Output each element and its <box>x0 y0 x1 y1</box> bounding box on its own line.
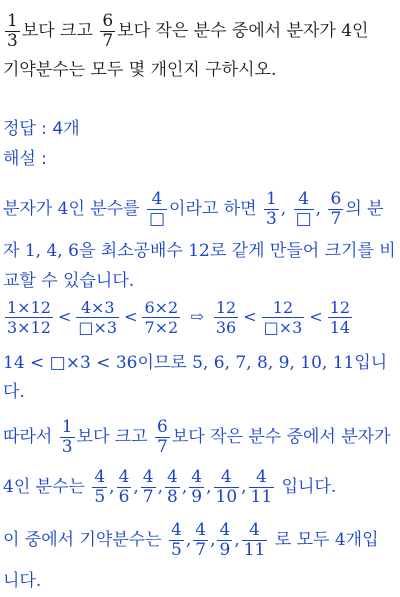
fraction: $\frac{4}{6}$ <box>118 467 130 507</box>
explanation-line-3: 교할 수 있습니다. <box>3 271 135 291</box>
separator: , <box>185 530 192 550</box>
fraction: $\frac{4}{5}$ <box>94 467 106 507</box>
answer-label: 정답 : 4개 <box>3 119 80 139</box>
fraction: $\frac{4}{5}$ <box>171 520 182 560</box>
separator: , <box>157 477 164 497</box>
fraction: $\frac{4}{7}$ <box>142 467 154 507</box>
fraction: $\frac{1}{3}$ <box>7 11 18 51</box>
separator: , <box>109 477 115 497</box>
problem-line-1 <box>3 12 368 51</box>
explanation-line-9: 이 중에서 기약분수는 $\frac{4}{5}$ , $\frac{4}{7}$ , $\frac{4}{9}$ , $\frac{4}{11}$ 로 모두 4개입 <box>3 520 379 560</box>
fraction: $\frac{4}{10}$ <box>215 467 238 507</box>
fraction: $\frac{4}{9}$ <box>219 520 231 560</box>
fraction: $\frac{6}{7}$ <box>330 189 342 229</box>
fraction: $\frac{6}{7}$ <box>102 11 114 51</box>
fraction: $\frac{1}{3}$ <box>265 189 277 229</box>
explanation-line-4: $\frac{1\times 12}{3\times 12}$ < $\frac{4\times 3}{□\times 3}$ < $\frac{6\times 2}{7\times 2}$ ⇨ $\frac{12}{36}$ < $\frac{12}{□\times 3}$ < $\frac{12}{14}$ <box>7 298 351 337</box>
arrow-icon: ⇨ <box>190 307 204 326</box>
explanation-label: 해설 : <box>3 149 47 169</box>
fraction: $\frac{6\times 2}{7\times 2}$ <box>144 298 179 337</box>
fraction: $\frac{4}{9}$ <box>191 467 203 507</box>
fraction: $\frac{4}{8}$ <box>167 467 178 507</box>
explanation-line-8: 4인 분수는 $\frac{4}{5}$ , $\frac{4}{6}$ , $\frac{4}{7}$ , $\frac{4}{8}$ , $\frac{4}{9}$ , $\frac{4}{10}$ , $\frac{4}{11}$ 입니다. <box>3 467 337 507</box>
text: 보다 크고 <box>21 21 93 41</box>
separator: , <box>241 477 247 497</box>
fraction: $\frac{4}{□}$ <box>148 189 166 229</box>
separator: , <box>133 477 139 497</box>
fraction: $\frac{4}{7}$ <box>195 520 207 560</box>
fraction: $\frac{4\times 3}{□\times 3}$ <box>78 298 118 337</box>
separator: , <box>234 530 240 550</box>
separator: , <box>181 477 188 497</box>
fraction: $\frac{12}{14}$ <box>329 298 351 337</box>
explanation-line-1: 분자가 4인 분수를 $\frac{4}{□}$ 이라고 하면 $\frac{1}{3}$ , $\frac{4}{□}$ , $\frac{6}{7}$ 의 분 <box>3 189 384 229</box>
explanation-line-10: 니다. <box>3 571 42 591</box>
problem-line-2: 기약분수는 모두 몇 개인지 구하시오. <box>3 60 277 80</box>
fraction: $\frac{12}{□\times 3}$ <box>263 298 303 337</box>
fraction: $\frac{4}{11}$ <box>243 520 266 560</box>
explanation-line-5: 14 < □×3 < 36이므로 5, 6, 7, 8, 9, 10, 11입니 <box>3 353 388 373</box>
fraction: $\frac{1\times 12}{3\times 12}$ <box>7 298 51 337</box>
explanation-line-7: 따라서 $\frac{1}{3}$ 보다 크고 $\frac{6}{7}$ 보다 작은 분수 중에서 분자가 <box>3 417 391 457</box>
separator: , <box>210 530 216 550</box>
fraction: $\frac{1}{3}$ <box>61 417 73 457</box>
fraction: $\frac{4}{11}$ <box>250 467 273 507</box>
fraction: $\frac{6}{7}$ <box>157 417 168 457</box>
fraction: $\frac{12}{36}$ <box>215 298 237 337</box>
text: 보다 작은 분수 중에서 분자가 4인 <box>117 21 369 41</box>
fraction: $\frac{4}{□}$ <box>295 189 312 229</box>
explanation-line-6: 다. <box>3 382 25 402</box>
explanation-line-2: 자 1, 4, 6을 최소공배수 12로 같게 만들어 크기를 비 <box>3 241 396 261</box>
separator: , <box>206 477 212 497</box>
